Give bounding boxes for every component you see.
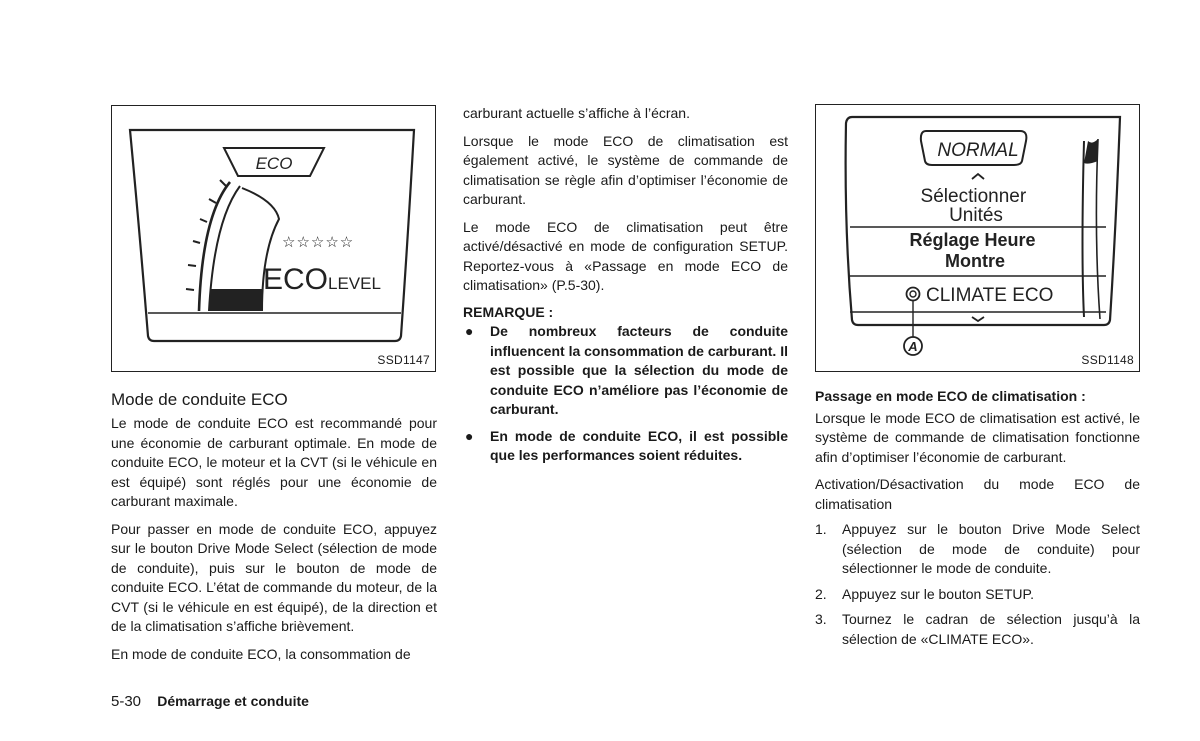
callout-a-label: A [908, 339, 918, 354]
middle-text-column [463, 104, 788, 466]
step-text: Tournez le cadran de sélection jusqu’à la sélection de «CLIMATE ECO». [842, 611, 1140, 647]
paragraph: Lorsque le mode ECO de climatisation est activé, le système de commande de climatisation fonctionne afin d’optimiser l’économie de carburant. [815, 409, 1140, 465]
climate-eco-indicator-icon [907, 288, 920, 301]
section-heading: Mode de conduite ECO [111, 390, 288, 409]
menu-item-clock-setting: Réglage Heure Montre [909, 230, 1036, 271]
step-number: 3. [815, 611, 827, 627]
eco-level-fill [210, 289, 262, 311]
paragraph: Le mode de conduite ECO est recommandé pour une économie de carburant optimale. En mode de conduite ECO, le moteur et la CVT (si le véhicule en est équipé) sont réglés pour une économie de carburant maximale. [111, 415, 437, 509]
figure-code: SSD1148 [1081, 353, 1134, 367]
setup-menu-display-illustration [816, 105, 1138, 370]
section-title: Démarrage et conduite [157, 693, 309, 709]
step-text: Appuyez sur le bouton Drive Mode Select (sélection de mode de conduite) pour sélectionner le mode de conduite. [842, 521, 1140, 576]
sub-heading: Passage en mode ECO de climatisation : [815, 388, 1086, 404]
menu-item-climate-eco: CLIMATE ECO [926, 285, 1054, 306]
step-item [815, 610, 1140, 649]
paragraph: Lorsque le mode ECO de climatisation est également activé, le système de commande de climatisation se règle afin d’optimiser l’économie de carburant. [463, 132, 788, 207]
bullet-dot: ● [465, 427, 474, 444]
paragraph: Activation/Désactivation du mode ECO de climatisation [815, 476, 1140, 512]
right-text-column [815, 387, 1140, 649]
page-number: 5-30 [111, 693, 142, 710]
bullet-text: En mode de conduite ECO, il est possible que les performances soient réduites. [490, 427, 788, 463]
figure-code: SSD1147 [377, 353, 430, 367]
step-item [815, 585, 1140, 605]
paragraph: En mode de conduite ECO, la consommation de [111, 645, 411, 662]
eco-level-label: ECOLEVEL [263, 263, 381, 296]
bullet-text: De nombreux facteurs de conduite influencent la consommation de carburant. Il est possible que la sélection du mode de conduite ECO n’améliore pas l’économie de carburant. [490, 323, 788, 417]
note-title: REMARQUE : [463, 303, 554, 320]
left-text-column [111, 389, 437, 664]
step-number: 2. [815, 585, 827, 602]
eco-badge-label: ECO [255, 154, 293, 173]
paragraph: Pour passer en mode de conduite ECO, appuyez sur le bouton Drive Mode Select (sélection de mode de conduite), puis sur le bouton de mode de conduite ECO. L’état de commande du moteur, de la CVT (si le véhicule en est équipé), de la direction et de la climatisation s’affiche brièvement. [111, 520, 437, 634]
paragraph: Le mode ECO de climatisation peut être activé/désactivé en mode de configuration SETUP. Reportez-vous à «Passage en mode ECO de climatisation» (P.5-30). [463, 218, 788, 293]
step-text: Appuyez sur le bouton SETUP. [842, 585, 1034, 602]
menu-item-select-units: Sélectionner Unités [920, 186, 1027, 226]
page-footer [111, 693, 309, 710]
eco-rating-stars: ☆☆☆☆☆ [282, 234, 355, 251]
step-item [815, 520, 1140, 579]
note-bullet [463, 427, 788, 466]
bullet-dot: ● [465, 323, 474, 339]
eco-level-figure [111, 105, 436, 372]
paragraph: carburant actuelle s’affiche à l’écran. [463, 105, 690, 121]
eco-level-display-illustration [112, 106, 434, 370]
climate-eco-figure [815, 104, 1140, 372]
step-number: 1. [815, 521, 827, 537]
note-bullet [463, 322, 788, 420]
normal-mode-label: NORMAL [937, 140, 1019, 161]
